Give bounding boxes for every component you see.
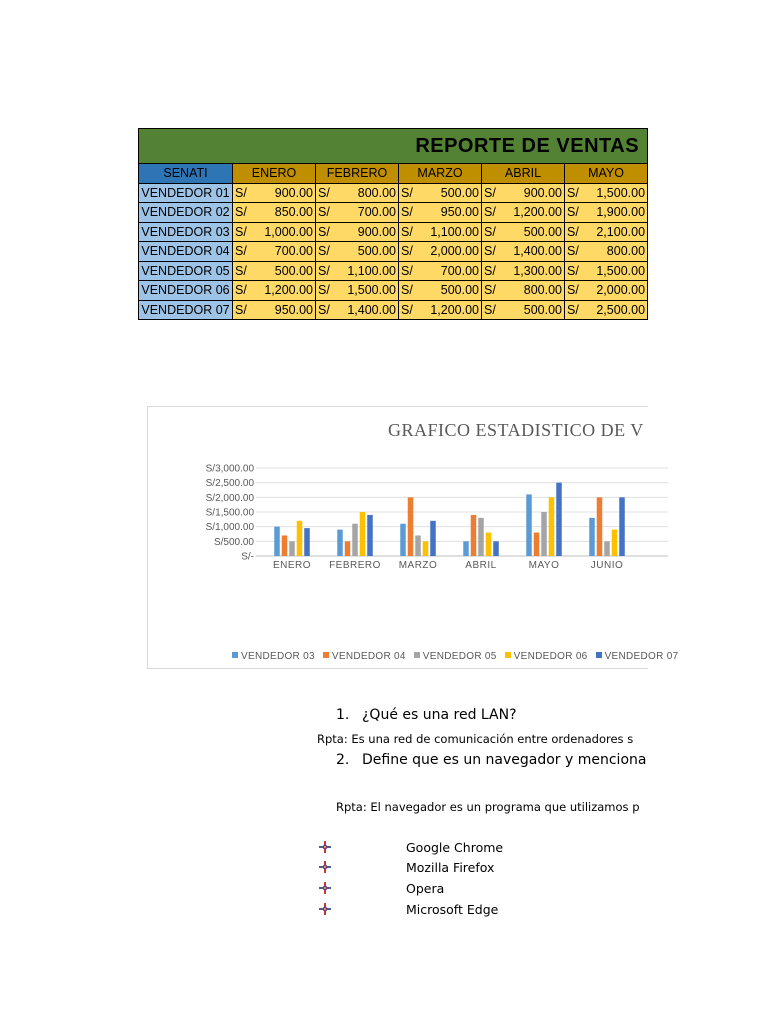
cell-amount: 1,200.00	[430, 302, 479, 317]
x-category-label: ABRIL	[465, 560, 497, 571]
browser-list-item	[318, 840, 504, 856]
legend-label: VENDEDOR 06	[513, 651, 588, 662]
currency-symbol: S/	[318, 185, 330, 200]
cell-amount: 1,300.00	[513, 263, 562, 278]
pushpin-bullet-icon	[318, 881, 332, 895]
currency-symbol: S/	[401, 205, 413, 220]
cell-amount: 500.00	[440, 283, 479, 298]
currency-symbol: S/	[484, 283, 496, 298]
legend-label: VENDEDOR 03	[241, 651, 315, 662]
currency-symbol: S/	[235, 205, 247, 220]
browser-name: Opera	[406, 881, 445, 896]
cell-amount: 900.00	[357, 224, 396, 239]
cell-amount: 1,500.00	[347, 283, 396, 298]
currency-symbol: S/	[318, 205, 330, 220]
cell-amount: 700.00	[357, 205, 396, 220]
cell-amount: 800.00	[523, 283, 562, 298]
cell-amount: 500.00	[357, 244, 396, 259]
cell-amount: 2,000.00	[430, 244, 479, 259]
header-month: MAYO	[565, 164, 648, 184]
x-category-label: MAYO	[528, 560, 560, 571]
x-category-label: JUNIO	[590, 560, 624, 571]
cell-amount: 1,500.00	[596, 185, 646, 200]
legend-label: VENDEDOR 05	[422, 651, 497, 662]
cell-amount: 1,400.00	[347, 302, 396, 317]
currency-symbol: S/	[567, 205, 579, 220]
header-month: ABRIL	[482, 164, 565, 184]
cell-amount: 500.00	[274, 263, 313, 278]
row-header: VENDEDOR 02	[139, 203, 233, 223]
legend-label: VENDEDOR 07	[604, 651, 679, 662]
currency-symbol: S/	[235, 302, 247, 317]
pushpin-bullet-icon	[318, 840, 332, 854]
cell-amount: 1,000.00	[264, 224, 313, 239]
header-month: MARZO	[399, 164, 482, 184]
currency-symbol: S/	[401, 283, 413, 298]
currency-symbol: S/	[567, 244, 579, 259]
chart-title: GRAFICO ESTADISTICO DE V	[388, 420, 644, 440]
cell-amount: 500.00	[440, 185, 479, 200]
cell-amount: 500.00	[523, 224, 562, 239]
y-tick-label: S/2,500.00	[205, 478, 254, 490]
y-tick-label: S/1,500.00	[205, 507, 254, 519]
currency-symbol: S/	[567, 224, 579, 239]
currency-symbol: S/	[235, 244, 247, 259]
currency-symbol: S/	[567, 263, 579, 278]
currency-symbol: S/	[401, 302, 413, 317]
cell-amount: 1,400.00	[513, 244, 562, 259]
header-month: ENERO	[233, 164, 316, 184]
browser-list-item	[318, 902, 499, 918]
currency-symbol: S/	[318, 244, 330, 259]
browser-name: Google Chrome	[406, 840, 504, 855]
row-header: VENDEDOR 05	[139, 261, 233, 281]
cell-amount: 1,900.00	[596, 205, 646, 220]
cell-amount: 950.00	[274, 302, 313, 317]
currency-symbol: S/	[401, 185, 413, 200]
cell-amount: 1,200.00	[264, 283, 313, 298]
header-corner: SENATI	[139, 164, 233, 184]
y-tick-label: S/3,000.00	[205, 463, 254, 475]
currency-symbol: S/	[567, 283, 579, 298]
browser-name: Mozilla Firefox	[406, 860, 495, 875]
y-tick-label: S/500.00	[213, 536, 254, 548]
question-2-number: 2.	[336, 752, 350, 768]
row-header: VENDEDOR 03	[139, 222, 233, 242]
x-category-label: ENERO	[272, 560, 312, 571]
currency-symbol: S/	[235, 224, 247, 239]
browser-list-item	[318, 881, 445, 897]
cell-amount: 2,000.00	[596, 283, 646, 298]
cell-amount: 850.00	[274, 205, 313, 220]
header-month: FEBRERO	[316, 164, 399, 184]
question-2	[336, 752, 646, 768]
y-tick-label: S/-	[241, 551, 254, 563]
browser-name: Microsoft Edge	[406, 902, 499, 917]
cell-amount: 500.00	[523, 302, 562, 317]
cell-amount: 1,100.00	[347, 263, 396, 278]
currency-symbol: S/	[484, 244, 496, 259]
cell-amount: 700.00	[274, 244, 313, 259]
currency-symbol: S/	[318, 302, 330, 317]
y-tick-label: S/1,000.00	[205, 522, 254, 534]
question-1-text: ¿Qué es una red LAN?	[362, 707, 517, 723]
currency-symbol: S/	[235, 283, 247, 298]
currency-symbol: S/	[567, 302, 579, 317]
cell-amount: 700.00	[440, 263, 479, 278]
cell-amount: 800.00	[606, 244, 646, 259]
currency-symbol: S/	[484, 185, 496, 200]
x-category-label: MARZO	[398, 560, 438, 571]
question-2-text: Define que es un navegador y menciona	[362, 752, 647, 768]
question-1	[336, 707, 517, 723]
currency-symbol: S/	[401, 263, 413, 278]
currency-symbol: S/	[484, 224, 496, 239]
pushpin-bullet-icon	[318, 902, 332, 916]
row-header: VENDEDOR 07	[139, 300, 233, 320]
cell-amount: 1,200.00	[513, 205, 562, 220]
currency-symbol: S/	[567, 185, 579, 200]
currency-symbol: S/	[484, 302, 496, 317]
row-header: VENDEDOR 01	[139, 183, 233, 203]
currency-symbol: S/	[235, 263, 247, 278]
currency-symbol: S/	[484, 263, 496, 278]
question-1-number: 1.	[336, 707, 350, 723]
currency-symbol: S/	[401, 224, 413, 239]
cell-amount: 800.00	[357, 185, 396, 200]
cell-amount: 900.00	[523, 185, 562, 200]
currency-symbol: S/	[318, 263, 330, 278]
cell-amount: 950.00	[440, 205, 479, 220]
report-title: REPORTE DE VENTAS	[415, 134, 640, 157]
legend-label: VENDEDOR 04	[331, 651, 406, 662]
cell-amount: 900.00	[274, 185, 313, 200]
currency-symbol: S/	[318, 224, 330, 239]
cell-amount: 1,100.00	[430, 224, 479, 239]
currency-symbol: S/	[235, 185, 247, 200]
browser-list-item	[318, 860, 495, 876]
cell-amount: 1,500.00	[596, 263, 646, 278]
answer-2: Rpta: El navegador es un programa que utilizamos p	[336, 800, 640, 814]
row-header: VENDEDOR 04	[139, 242, 233, 262]
currency-symbol: S/	[318, 283, 330, 298]
cell-amount: 2,500.00	[596, 302, 646, 317]
row-header: VENDEDOR 06	[139, 281, 233, 301]
x-category-label: FEBRERO	[329, 560, 381, 571]
currency-symbol: S/	[401, 244, 413, 259]
cell-amount: 2,100.00	[596, 224, 646, 239]
answer-1: Rpta: Es una red de comunicación entre ordenadores s	[317, 732, 634, 746]
currency-symbol: S/	[484, 205, 496, 220]
y-tick-label: S/2,000.00	[205, 492, 254, 504]
pushpin-bullet-icon	[318, 860, 332, 874]
